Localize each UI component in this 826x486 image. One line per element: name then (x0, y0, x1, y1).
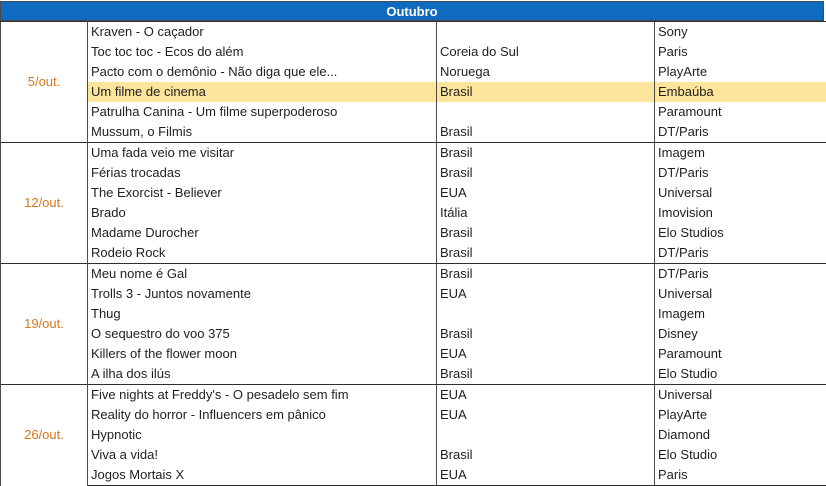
distributor-cell: PlayArte (655, 62, 826, 82)
country-cell: Noruega (437, 62, 655, 82)
table-row (1, 284, 826, 304)
country-cell: EUA (437, 465, 655, 486)
table-row (1, 405, 826, 425)
distributor-cell: DT/Paris (655, 264, 826, 285)
country-cell: Brasil (437, 163, 655, 183)
movie-title-cell: Férias trocadas (88, 163, 437, 183)
month-header: Outubro (0, 1, 824, 21)
release-date-cell: 26/out. (1, 385, 88, 486)
country-cell: EUA (437, 284, 655, 304)
country-cell: Brasil (437, 364, 655, 385)
release-table-body (1, 22, 826, 486)
table-row (1, 42, 826, 62)
release-date-cell: 19/out. (1, 264, 88, 385)
country-cell (437, 22, 655, 43)
country-cell: Brasil (437, 264, 655, 285)
movie-title-cell: Um filme de cinema (88, 82, 437, 102)
table-row (1, 82, 826, 102)
movie-title-cell: The Exorcist - Believer (88, 183, 437, 203)
table-row (1, 223, 826, 243)
distributor-cell: Imagem (655, 304, 826, 324)
table-row (1, 385, 826, 406)
table-row (1, 344, 826, 364)
country-cell: Coreia do Sul (437, 42, 655, 62)
country-cell (437, 102, 655, 122)
distributor-cell: Disney (655, 324, 826, 344)
distributor-cell: Imagem (655, 143, 826, 164)
release-date-cell: 12/out. (1, 143, 88, 264)
distributor-cell: DT/Paris (655, 163, 826, 183)
country-cell: EUA (437, 344, 655, 364)
distributor-cell: Elo Studio (655, 364, 826, 385)
movie-title-cell: Jogos Mortais X (88, 465, 437, 486)
distributor-cell: Universal (655, 183, 826, 203)
movie-title-cell: Mussum, o Filmis (88, 122, 437, 143)
country-cell: Brasil (437, 324, 655, 344)
movie-title-cell: Hypnotic (88, 425, 437, 445)
country-cell: Brasil (437, 82, 655, 102)
distributor-cell: Elo Studio (655, 445, 826, 465)
release-table (0, 21, 826, 486)
table-row (1, 62, 826, 82)
movie-title-cell: Killers of the flower moon (88, 344, 437, 364)
country-cell: Brasil (437, 122, 655, 143)
distributor-cell: Universal (655, 284, 826, 304)
distributor-cell: Embaúba (655, 82, 826, 102)
movie-title-cell: Trolls 3 - Juntos novamente (88, 284, 437, 304)
distributor-cell: Paramount (655, 344, 826, 364)
country-cell: Brasil (437, 143, 655, 164)
distributor-cell: Paris (655, 42, 826, 62)
country-cell: EUA (437, 385, 655, 406)
movie-title-cell: Madame Durocher (88, 223, 437, 243)
table-row (1, 264, 826, 285)
movie-title-cell: Pacto com o demônio - Não diga que ele... (88, 62, 437, 82)
country-cell: Itália (437, 203, 655, 223)
movie-title-cell: Reality do horror - Influencers em pânico (88, 405, 437, 425)
movie-title-cell: Meu nome é Gal (88, 264, 437, 285)
distributor-cell: Paris (655, 465, 826, 486)
movie-title-cell: Brado (88, 203, 437, 223)
movie-title-cell: Kraven - O caçador (88, 22, 437, 43)
table-row (1, 425, 826, 445)
table-row (1, 203, 826, 223)
country-cell: EUA (437, 183, 655, 203)
movie-title-cell: Toc toc toc - Ecos do além (88, 42, 437, 62)
release-date-cell: 5/out. (1, 22, 88, 143)
movie-title-cell: Thug (88, 304, 437, 324)
table-row (1, 465, 826, 486)
country-cell: Brasil (437, 243, 655, 264)
distributor-cell: Elo Studios (655, 223, 826, 243)
table-row (1, 324, 826, 344)
country-cell (437, 304, 655, 324)
country-cell: Brasil (437, 223, 655, 243)
table-row (1, 445, 826, 465)
movie-title-cell: Five nights at Freddy's - O pesadelo sem fim (88, 385, 437, 406)
movie-title-cell: Patrulha Canina - Um filme superpoderoso (88, 102, 437, 122)
movie-title-cell: Uma fada veio me visitar (88, 143, 437, 164)
table-row (1, 243, 826, 264)
table-row (1, 102, 826, 122)
table-row (1, 22, 826, 43)
distributor-cell: Universal (655, 385, 826, 406)
movie-title-cell: Rodeio Rock (88, 243, 437, 264)
country-cell (437, 425, 655, 445)
distributor-cell: Imovision (655, 203, 826, 223)
movie-title-cell: O sequestro do voo 375 (88, 324, 437, 344)
table-row (1, 143, 826, 164)
distributor-cell: PlayArte (655, 405, 826, 425)
table-row (1, 364, 826, 385)
distributor-cell: DT/Paris (655, 122, 826, 143)
table-row (1, 122, 826, 143)
country-cell: EUA (437, 405, 655, 425)
distributor-cell: DT/Paris (655, 243, 826, 264)
country-cell: Brasil (437, 445, 655, 465)
distributor-cell: Diamond (655, 425, 826, 445)
distributor-cell: Paramount (655, 102, 826, 122)
table-row (1, 304, 826, 324)
table-row (1, 163, 826, 183)
movie-title-cell: Viva a vida! (88, 445, 437, 465)
distributor-cell: Sony (655, 22, 826, 43)
table-row (1, 183, 826, 203)
movie-title-cell: A ilha dos ilús (88, 364, 437, 385)
